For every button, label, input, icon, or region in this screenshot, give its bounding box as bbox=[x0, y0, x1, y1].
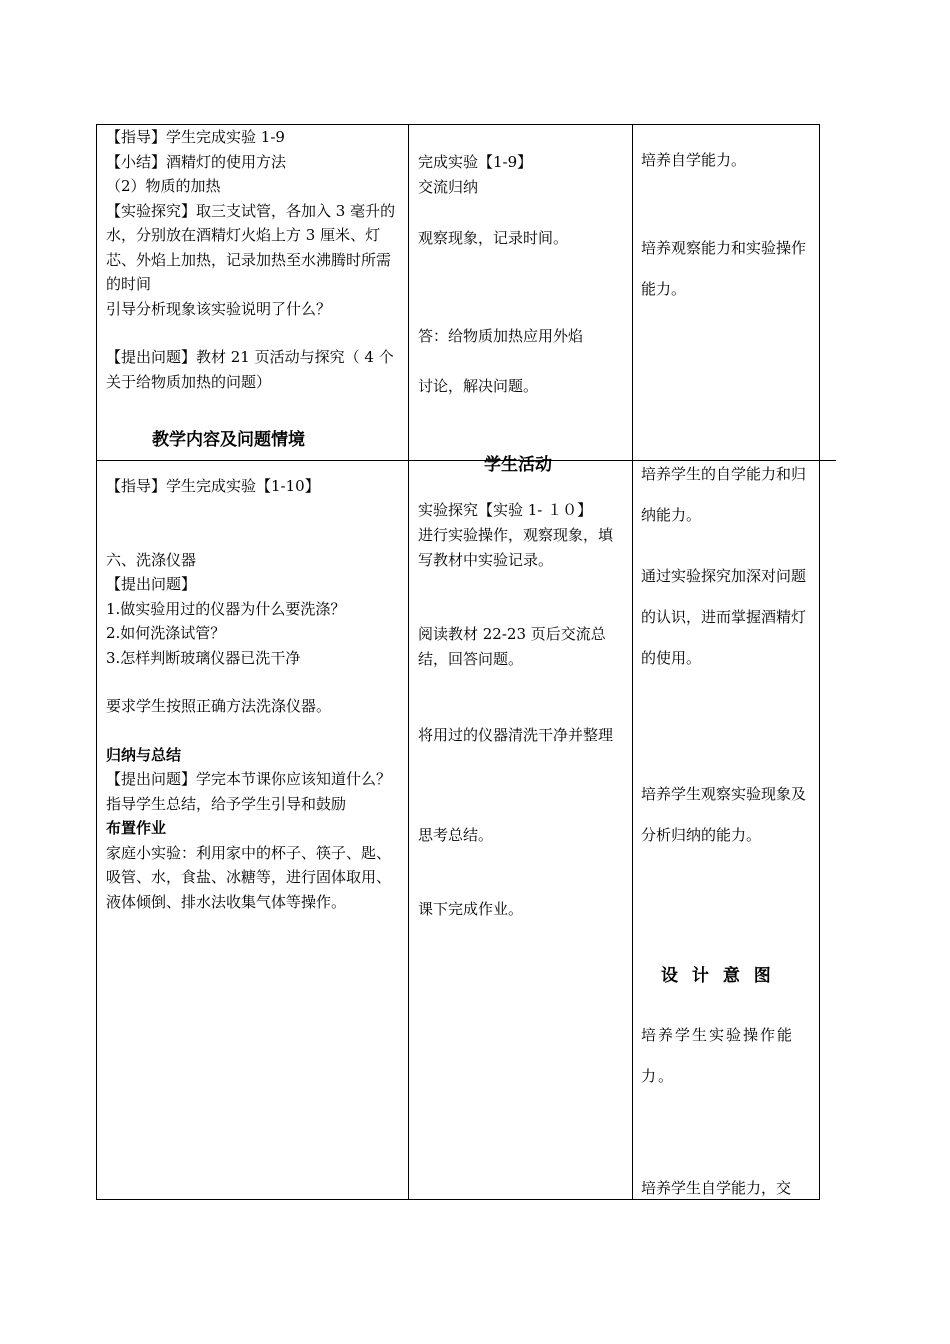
text-line: 要求学生按照正确方法洗涤仪器。 bbox=[106, 697, 332, 715]
activity-t3: 观察现象，记录时间。 bbox=[418, 229, 569, 247]
text-line: 【提出问题】 bbox=[106, 575, 197, 593]
homework-title: 布置作业 bbox=[106, 819, 167, 837]
text-line: 引导分析现象该实验说明了什么？ bbox=[106, 299, 332, 318]
activity-t1: 完成实验【1-9】 bbox=[418, 153, 533, 171]
spacer bbox=[106, 719, 402, 743]
text-line: 【指导】学生完成实验【1-10】 bbox=[106, 477, 320, 495]
spacer bbox=[106, 321, 402, 345]
text-line: 3.怎样判断玻璃仪器已洗干净 bbox=[106, 648, 301, 667]
content-upper bbox=[106, 125, 402, 394]
design-b5: 培养学生自学能力，交 bbox=[641, 1179, 792, 1197]
spacer bbox=[106, 499, 402, 548]
design-t1: 培养自学能力。 bbox=[641, 151, 747, 169]
text-line: 1.做实验用过的仪器为什么要洗涤？ bbox=[106, 599, 346, 618]
text-line: 【小结】酒精灯的使用方法 bbox=[106, 152, 287, 171]
text-line: 家庭小实验：利用家中的杯子、筷子、匙、吸管、水，食盐、冰糖等，进行固体取用、液体倾倒、排水法收集气体等操作。 bbox=[106, 843, 392, 911]
text-line: 【指导】学生完成实验 1-9 bbox=[106, 128, 285, 146]
design-t2: 培养观察能力和实验操作能力。 bbox=[641, 239, 807, 298]
design-b3: 培养学生观察实验现象及分析归纳的能力。 bbox=[641, 785, 807, 844]
column-divider-2 bbox=[632, 124, 633, 1200]
activity-b4: 将用过的仪器清洗干净并整理 bbox=[418, 726, 614, 744]
design-b4: 培养学生实验操作能力。 bbox=[641, 1026, 795, 1085]
column-divider-1 bbox=[408, 124, 409, 1200]
text-line: 【提出问题】学完本节课你应该知道什么？ bbox=[106, 770, 392, 788]
activity-heading: 学生活动 bbox=[484, 455, 552, 475]
text-line: 指导学生总结，给予学生引导和鼓励 bbox=[106, 794, 347, 813]
activity-b3: 阅读教材 22-23 页后交流总结，回答问题。 bbox=[418, 625, 606, 668]
text-line: （2）物质的加热 bbox=[106, 177, 221, 195]
content-lower bbox=[106, 474, 402, 914]
summary-title: 归纳与总结 bbox=[106, 745, 182, 764]
activity-b6: 课下完成作业。 bbox=[418, 900, 524, 918]
design-heading: 设 计 意 图 bbox=[661, 966, 775, 986]
activity-b5: 思考总结。 bbox=[418, 826, 494, 844]
text-line: 六、洗涤仪器 bbox=[106, 550, 197, 569]
design-b2: 通过实验探究加深对问题的认识，进而掌握酒精灯的使用。 bbox=[641, 567, 807, 667]
design-b1: 培养学生的自学能力和归纳能力。 bbox=[641, 465, 807, 524]
activity-b1: 实验探究【实验 1- １０】 bbox=[418, 501, 593, 519]
text-line: 【提出问题】教材 21 页活动与探究（ 4 个关于给物质加热的问题） bbox=[106, 348, 394, 391]
activity-b2: 进行实验操作，观察现象，填写教材中实验记录。 bbox=[418, 526, 614, 569]
activity-t5: 讨论，解决问题。 bbox=[418, 377, 539, 395]
text-line: 【实验探究】取三支试管，各加入 3 毫升的水，分别放在酒精灯火焰上方 3 厘米、灯芯、外焰上加热，记录加热至水沸腾时所需的时间 bbox=[106, 201, 396, 293]
activity-t4: 答：给物质加热应用外焰 bbox=[418, 327, 584, 345]
content-heading: 教学内容及问题情境 bbox=[152, 430, 305, 450]
text-line: 2.如何洗涤试管？ bbox=[106, 624, 226, 642]
activity-t2: 交流归纳 bbox=[418, 178, 479, 196]
spacer bbox=[106, 670, 402, 694]
